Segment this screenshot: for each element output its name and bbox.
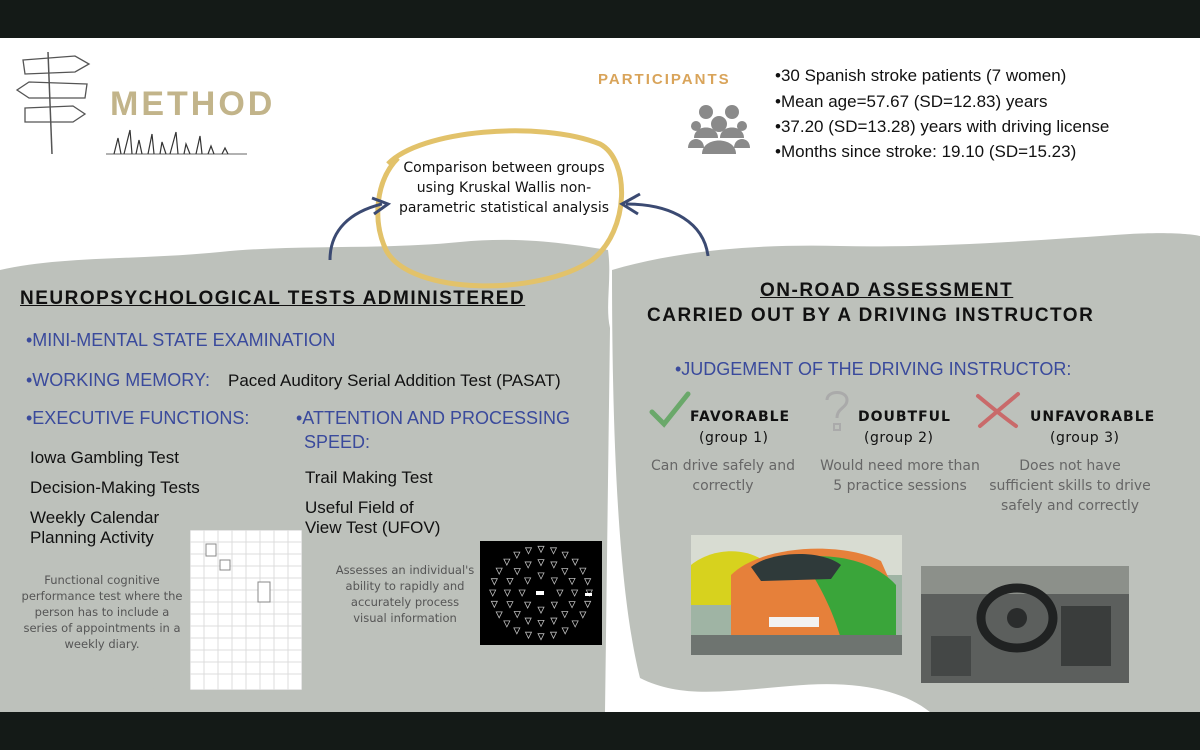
executive-test: Weekly Calendar [30,508,160,527]
unfavorable-desc: Does not have sufficient skills to drive safely and correctly [989,458,1151,514]
judgement-heading: •JUDGEMENT OF THE DRIVING INSTRUCTOR: [675,359,1072,379]
onroad-title-line2: CARRIED OUT BY A DRIVING INSTRUCTOR [647,305,1095,326]
mmse-heading: •MINI-MENTAL STATE EXAMINATION [26,330,336,350]
signpost-icon [15,46,95,156]
favorable-label: FAVORABLE [690,409,791,425]
working-memory-heading: •WORKING MEMORY: [26,370,210,390]
unfavorable-group: (group 3) [1050,430,1120,446]
driving-school-car-photo [691,535,902,655]
participant-line: •30 Spanish stroke patients (7 women) [775,66,1067,85]
participant-line: •37.20 (SD=13.28) years with driving license [775,117,1110,136]
executive-heading: •EXECUTIVE FUNCTIONS: [26,408,250,428]
favorable-group: (group 1) [699,430,769,446]
doubtful-desc: Would need more than 5 practice sessions [820,458,980,494]
participant-line: •Months since stroke: 19.10 (SD=15.23) [775,142,1077,161]
grass-icon [104,126,249,158]
question-icon [822,388,852,434]
participant-line: •Mean age=57.67 (SD=12.83) years [775,92,1048,111]
executive-test: Iowa Gambling Test [30,448,179,467]
check-icon [648,390,692,430]
attention-heading-line2: SPEED: [304,432,371,452]
attention-test: View Test (UFOV) [305,518,441,537]
method-title: METHOD [110,85,276,123]
bottom-letterbox-bar [0,712,1200,750]
ufov-caption: Assesses an individual's ability to rapidly and accurately process visual information [335,563,475,625]
favorable-desc: Can drive safely and correctly [651,458,795,494]
working-memory-test: Paced Auditory Serial Addition Test (PASAT) [228,371,561,390]
car-interior-photo [921,566,1129,683]
attention-test: Useful Field of [305,498,414,517]
attention-test: Trail Making Test [305,468,433,487]
top-letterbox-bar [0,0,1200,38]
ufov-test-image [480,541,602,645]
onroad-title-line1: ON-ROAD ASSESSMENT [760,280,1014,301]
x-icon [972,390,1022,430]
attention-heading-line1: •ATTENTION AND PROCESSING [296,408,570,428]
unfavorable-label: UNFAVORABLE [1030,409,1156,425]
doubtful-label: DOUBTFUL [858,409,951,425]
executive-test: Decision-Making Tests [30,478,200,497]
poster-slide [0,38,1200,712]
neuro-title: NEUROPSYCHOLOGICAL TESTS ADMINISTERED [20,288,526,309]
calendar-caption: Functional cognitive performance test where the person has to include a series of appointments in a weekly diary. [21,573,183,651]
doubtful-group: (group 2) [864,430,934,446]
weekly-calendar-image [190,530,302,690]
executive-test: Planning Activity [30,528,154,547]
arrow-right [626,204,708,256]
comparison-text: Comparison between groups using Kruskal Wallis non-parametric statistical analysis [398,160,610,216]
participants-title: PARTICIPANTS [598,71,731,88]
